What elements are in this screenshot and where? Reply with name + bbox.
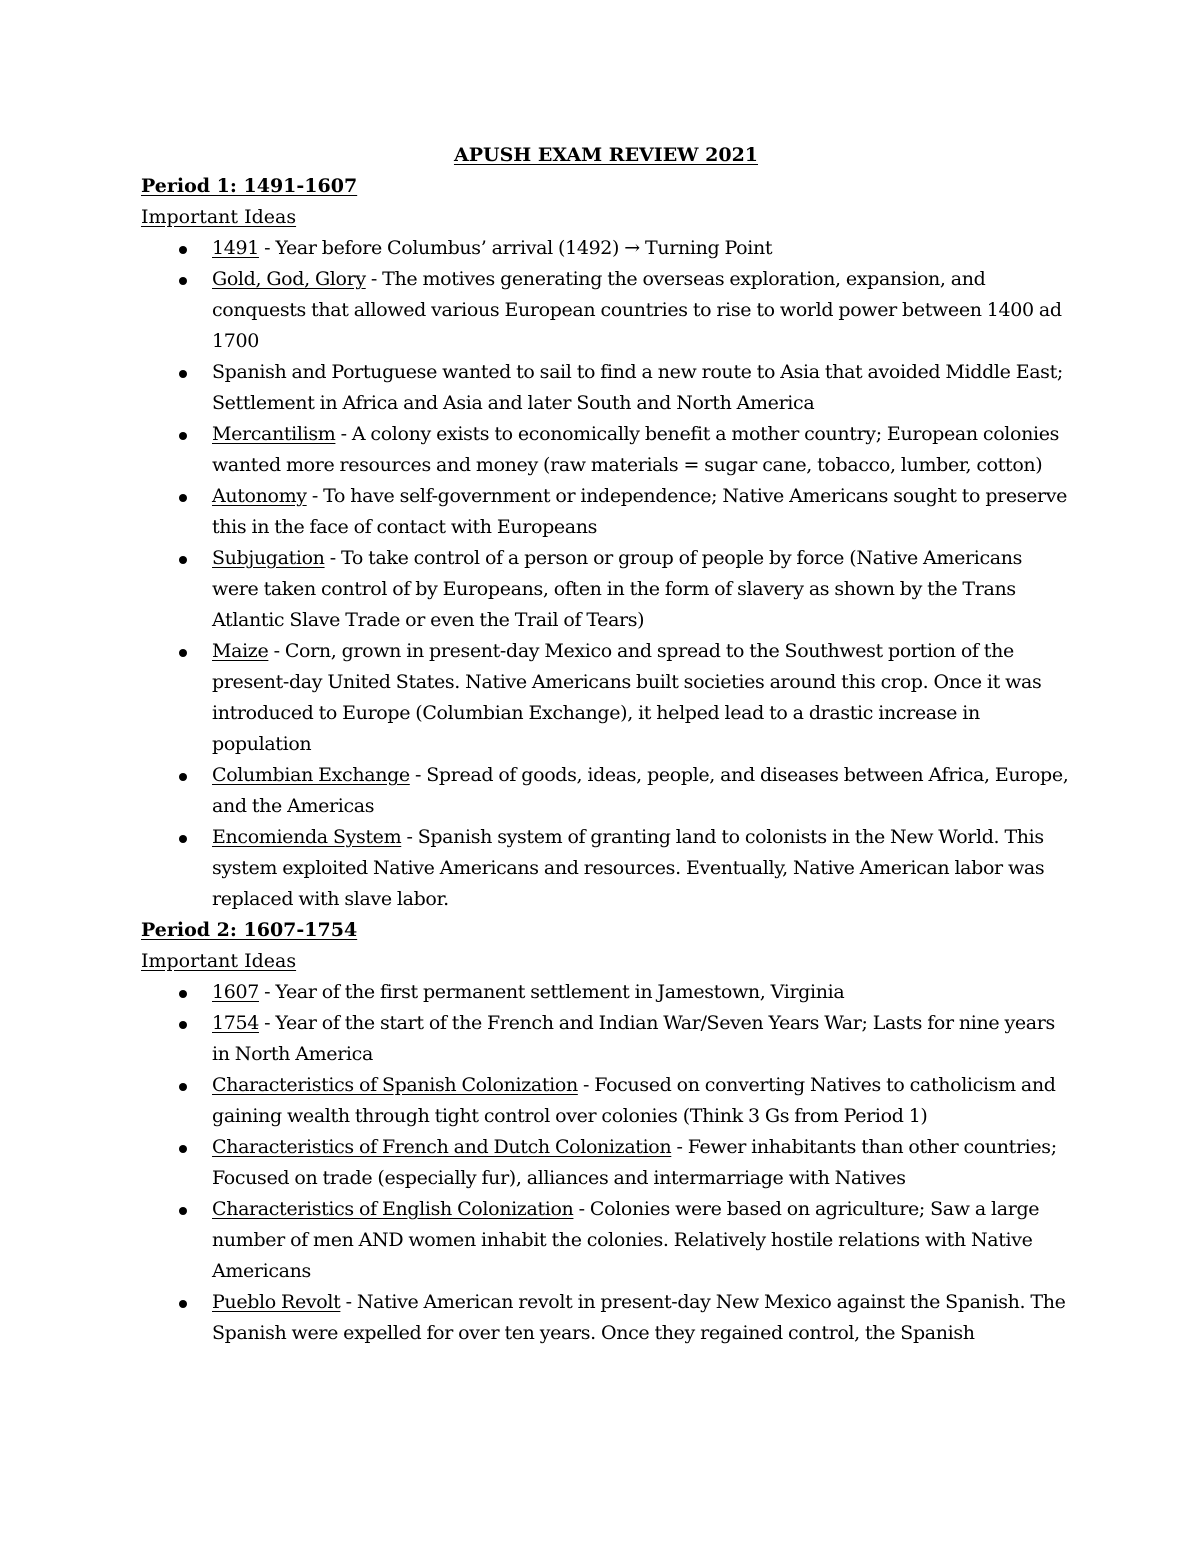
list-item — [141, 1008, 1071, 1070]
list-item — [141, 1287, 1071, 1349]
definition: - Year of the first permanent settlement in Jamestown, Virginia — [258, 981, 845, 1003]
term: Maize — [212, 640, 269, 662]
list-item — [141, 822, 1071, 915]
term: Gold, God, Glory — [212, 268, 366, 290]
definition: - Corn, grown in present-day Mexico and spread to the Southwest portion of the present-day United States. Native Americans built societies around this crop. Once it was introduced to Europe (Columbian Exchange), it helped lead to a drastic increase in population — [212, 640, 1042, 755]
definition: Spanish and Portuguese wanted to sail to find a new route to Asia that avoided Middle East; Settlement in Africa and Asia and later South and North America — [212, 361, 1063, 414]
bullet-icon — [179, 1207, 187, 1215]
definition: - To have self-government or independence; Native Americans sought to preserve this in the face of contact with Europeans — [212, 485, 1068, 538]
term: Characteristics of French and Dutch Colonization — [212, 1136, 672, 1158]
term: Mercantilism — [212, 423, 336, 445]
term: Autonomy — [212, 485, 307, 507]
period-2-heading: Period 2: 1607-1754 — [141, 919, 358, 941]
list-item — [141, 233, 1071, 264]
period-1-list — [141, 233, 1071, 915]
term: Characteristics of English Colonization — [212, 1198, 574, 1220]
period-1-heading: Period 1: 1491-1607 — [141, 175, 358, 197]
definition: - Native American revolt in present-day New Mexico against the Spanish. The Spanish were expelled for over ten years. Once they regained control, the Spanish — [212, 1291, 1066, 1344]
term: 1491 — [212, 237, 259, 259]
term: Subjugation — [212, 547, 325, 569]
list-item — [141, 760, 1071, 822]
period-2-list — [141, 977, 1071, 1349]
definition: - Year of the start of the French and Indian War/Seven Years War; Lasts for nine years in North America — [212, 1012, 1055, 1065]
term: 1607 — [212, 981, 259, 1003]
bullet-icon — [179, 1021, 187, 1029]
bullet-icon — [179, 649, 187, 657]
period-2-subheading: Important Ideas — [141, 950, 297, 972]
definition: - Year before Columbus’ arrival (1492) → Turning Point — [258, 237, 773, 259]
bullet-icon — [179, 494, 187, 502]
period-2-section — [141, 915, 1071, 1349]
bullet-icon — [179, 773, 187, 781]
definition: - Colonies were based on agriculture; Saw a large number of men AND women inhabit the colonies. Relatively hostile relations with Native Americans — [212, 1198, 1040, 1282]
bullet-icon — [179, 556, 187, 564]
document-page — [141, 140, 1071, 1349]
term: Characteristics of Spanish Colonization — [212, 1074, 578, 1096]
list-item — [141, 977, 1071, 1008]
bullet-icon — [179, 990, 187, 998]
list-item — [141, 357, 1071, 419]
period-1-section — [141, 171, 1071, 915]
list-item — [141, 1132, 1071, 1194]
bullet-icon — [179, 432, 187, 440]
term: 1754 — [212, 1012, 259, 1034]
bullet-icon — [179, 835, 187, 843]
definition: - Spread of goods, ideas, people, and diseases between Africa, Europe, and the Americas — [212, 764, 1069, 817]
term: Encomienda System — [212, 826, 402, 848]
bullet-icon — [179, 1145, 187, 1153]
definition: - Fewer inhabitants than other countries; Focused on trade (especially fur), alliances and intermarriage with Natives — [212, 1136, 1057, 1189]
list-item — [141, 481, 1071, 543]
bullet-icon — [179, 1300, 187, 1308]
bullet-icon — [179, 370, 187, 378]
definition: - Focused on converting Natives to catholicism and gaining wealth through tight control over colonies (Think 3 Gs from Period 1) — [212, 1074, 1056, 1127]
definition: - A colony exists to economically benefit a mother country; European colonies wanted more resources and money (raw materials = sugar cane, tobacco, lumber, cotton) — [212, 423, 1060, 476]
period-1-subheading: Important Ideas — [141, 206, 297, 228]
bullet-icon — [179, 277, 187, 285]
bullet-icon — [179, 1083, 187, 1091]
list-item — [141, 264, 1071, 357]
term: Pueblo Revolt — [212, 1291, 341, 1313]
list-item — [141, 419, 1071, 481]
definition: - The motives generating the overseas exploration, expansion, and conquests that allowed various European countries to rise to world power between 1400 ad 1700 — [212, 268, 1062, 352]
term: Columbian Exchange — [212, 764, 410, 786]
definition: - Spanish system of granting land to colonists in the New World. This system exploited Native Americans and resources. Eventually, Native American labor was replaced with slave labor. — [212, 826, 1045, 910]
list-item — [141, 1194, 1071, 1287]
bullet-icon — [179, 246, 187, 254]
document-title: APUSH EXAM REVIEW 2021 — [453, 144, 759, 166]
definition: - To take control of a person or group of people by force (Native Americans were taken control of by Europeans, often in the form of slavery as shown by the Trans Atlantic Slave Trade or even the Trail of Tears) — [212, 547, 1023, 631]
list-item — [141, 1070, 1071, 1132]
list-item — [141, 543, 1071, 636]
list-item — [141, 636, 1071, 760]
